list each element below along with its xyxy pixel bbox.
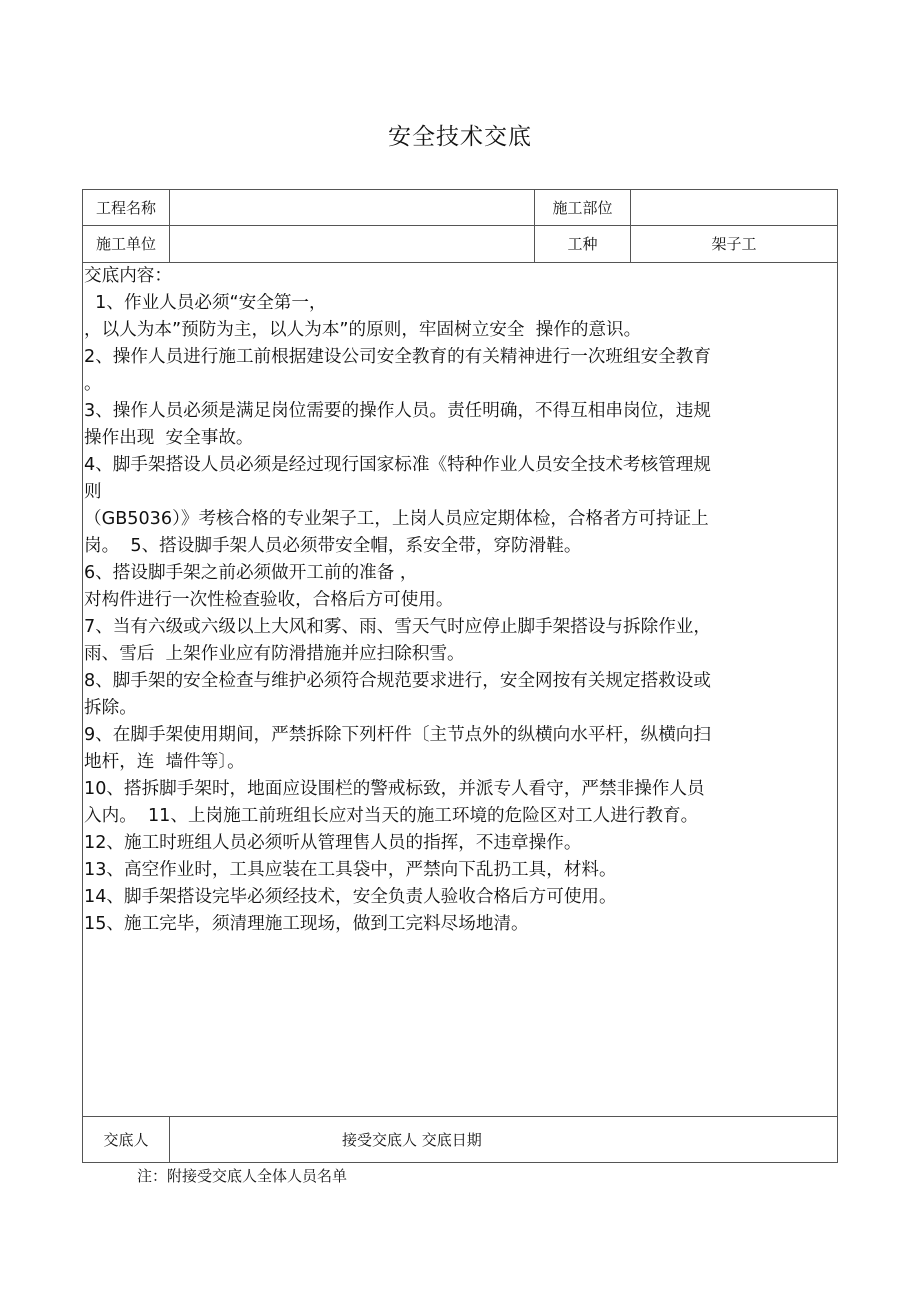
receiver-date-field[interactable] bbox=[170, 1117, 837, 1162]
content-line: 拆除。 bbox=[84, 698, 137, 718]
disclosure-content bbox=[84, 263, 836, 938]
content-line: 13、高空作业时，工具应装在工具袋中，严禁向下乱扔工具，材料。 bbox=[84, 860, 617, 880]
content-line: 8、脚手架的安全检查与维护必须符合规范要求进行，安全网按有关规定搭救设或 bbox=[84, 671, 711, 691]
work-type-value: 架子工 bbox=[711, 235, 757, 253]
content-line: 6、搭设脚手架之前必须做开工前的准备 ， bbox=[84, 563, 418, 583]
construction-part-field[interactable] bbox=[631, 190, 837, 225]
content-line: （GB5036）》考核合格的专业架子工，上岗人员应定期体检，合格者方可持证上 bbox=[84, 509, 709, 529]
project-name-field[interactable] bbox=[170, 190, 534, 225]
content-line: 雨、雪后 上架作业应有防滑措施并应扫除积雪。 bbox=[84, 644, 465, 664]
content-line: 3、操作人员必须是满足岗位需要的操作人员。责任明确，不得互相串岗位，违规 bbox=[84, 401, 711, 421]
construction-unit-label: 施工单位 bbox=[95, 235, 156, 253]
content-line: 10、搭拆脚手架时，地面应设围栏的警戒标致，并派专人看守，严禁非操作人员 bbox=[84, 779, 705, 799]
disclosure-form-table bbox=[82, 189, 838, 1163]
content-line: 9、在脚手架使用期间，严禁拆除下列杆件〔主节点外的纵横向水平杆，纵横向扫 bbox=[84, 725, 711, 745]
content-line: 14、脚手架搭设完毕必须经技术，安全负责人验收合格后方可使用。 bbox=[84, 887, 617, 907]
content-line: 15、施工完毕，须清理施工现场，做到工完料尽场地清。 bbox=[84, 914, 529, 934]
content-heading: 交底内容： bbox=[84, 266, 172, 286]
content-line: 地杆，连 墙件等〕。 bbox=[84, 752, 245, 772]
receiver-date-label: 接受交底人 交底日期 bbox=[342, 1130, 482, 1149]
content-line: 则 bbox=[84, 482, 102, 502]
content-line: 入内。 11、上岗施工前班组长应对当天的施工环境的危险区对工人进行教育。 bbox=[84, 806, 699, 826]
project-name-label: 工程名称 bbox=[95, 198, 156, 217]
discloser-label: 交底人 bbox=[103, 1130, 149, 1149]
content-line: 岗。 5、搭设脚手架人员必须带安全帽，系安全带，穿防滑鞋。 bbox=[84, 536, 582, 556]
content-line: 。 bbox=[84, 374, 102, 394]
content-line: 12、施工时班组人员必须听从管理售人员的指挥，不违章操作。 bbox=[84, 833, 582, 853]
footnote: 注：附接受交底人全体人员名单 bbox=[137, 1167, 348, 1185]
content-line: 4、脚手架搭设人员必须是经过现行国家标准《特种作业人员安全技术考核管理规 bbox=[84, 455, 711, 475]
construction-unit-field[interactable] bbox=[170, 226, 534, 262]
content-line: 对构件进行一次性检查验收，合格后方可使用。 bbox=[84, 590, 454, 610]
content-line: ，以人为本”预防为主，以人为本”的原则，牢固树立安全 操作的意识。 bbox=[84, 320, 642, 340]
content-line: 2、操作人员进行施工前根据建设公司安全教育的有关精神进行一次班组安全教育 bbox=[84, 347, 711, 367]
content-line: 7、当有六级或六级以上大风和雾、雨、雪天气时应停止脚手架搭设与拆除作业， bbox=[84, 617, 711, 637]
construction-part-label: 施工部位 bbox=[552, 198, 613, 217]
document-title: 安全技术交底 bbox=[388, 124, 532, 150]
content-line: 1、作业人员必须“安全第一， bbox=[84, 293, 327, 313]
work-type-label: 工种 bbox=[567, 235, 598, 253]
content-line: 操作出现 安全事故。 bbox=[84, 428, 254, 448]
